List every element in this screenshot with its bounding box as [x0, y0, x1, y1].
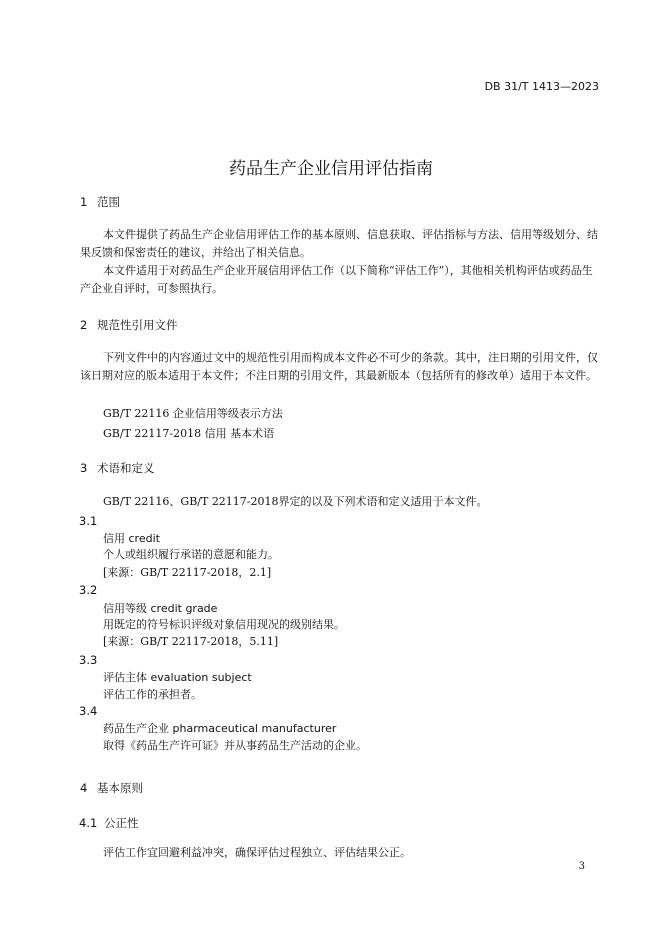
- term-3-1-name: 信用 credit: [103, 532, 160, 545]
- subsection-title: 公正性: [104, 816, 139, 830]
- term-3-4-definition: 取得《药品生产许可证》并从事药品生产活动的企业。: [103, 739, 367, 752]
- section-title: 规范性引用文件: [97, 318, 178, 332]
- term-3-2-name: 信用等级 credit grade: [103, 602, 218, 615]
- term-3-2-source: [来源：GB/T 22117-2018，5.11]: [103, 635, 279, 648]
- section-1-heading: [80, 194, 120, 210]
- document-title: 药品生产企业信用评估指南: [229, 159, 433, 179]
- section-2-heading: [80, 317, 178, 333]
- term-3-3-number: 3.3: [79, 653, 98, 667]
- term-3-1-number: 3.1: [79, 514, 98, 528]
- section-title: 范围: [97, 195, 120, 209]
- section-3-heading: [80, 460, 155, 476]
- term-3-1-definition: 个人或组织履行承诺的意愿和能力。: [103, 548, 279, 561]
- subsection-4-1-heading: [79, 815, 139, 831]
- normative-reference-1: GB/T 22116 企业信用等级表示方法: [103, 407, 283, 420]
- section-number: 2: [80, 318, 88, 332]
- page-number: 3: [578, 861, 585, 872]
- normative-reference-2: GB/T 22117-2018 信用 基本术语: [103, 427, 275, 440]
- subsection-4-1-paragraph: 评估工作宜回避利益冲突，确保评估过程独立、评估结果公正。: [103, 846, 411, 859]
- term-3-4-name: 药品生产企业 pharmaceutical manufacturer: [103, 722, 337, 735]
- subsection-number: 4.1: [79, 816, 98, 830]
- section-title: 术语和定义: [97, 461, 155, 475]
- section-1-paragraph-1: 本文件提供了药品生产企业信用评估工作的基本原则、信息获取、评估指标与方法、信用等级划分、结果反馈和保密责任的建议，并给出了相关信息。: [80, 228, 598, 259]
- term-3-3-definition: 评估工作的承担者。: [103, 688, 202, 701]
- section-4-heading: [80, 780, 143, 796]
- section-1-paragraph-2: 本文件适用于对药品生产企业开展信用评估工作（以下简称“评估工作”），其他相关机构评估或药品生产企业自评时，可参照执行。: [80, 264, 593, 295]
- section-2-paragraph-1: 下列文件中的内容通过文中的规范性引用而构成本文件必不可少的条款。其中，注日期的引用文件，仅该日期对应的版本适用于本文件；不注日期的引用文件，其最新版本（包括所有的修改单）适用于本文件。: [80, 351, 598, 382]
- term-3-4-number: 3.4: [79, 704, 98, 718]
- term-3-3-name: 评估主体 evaluation subject: [103, 671, 252, 684]
- term-3-2-number: 3.2: [79, 583, 98, 597]
- section-number: 3: [80, 461, 88, 475]
- section-number: 1: [80, 195, 88, 209]
- document-id: DB 31/T 1413—2023: [484, 80, 599, 93]
- section-title: 基本原则: [97, 781, 143, 795]
- term-3-2-definition: 用既定的符号标识评级对象信用现况的级别结果。: [103, 618, 345, 631]
- term-3-1-source: [来源：GB/T 22117-2018，2.1]: [103, 566, 272, 579]
- section-3-intro: GB/T 22116、GB/T 22117-2018界定的以及下列术语和定义适用于本文件。: [103, 495, 488, 508]
- section-number: 4: [80, 781, 88, 795]
